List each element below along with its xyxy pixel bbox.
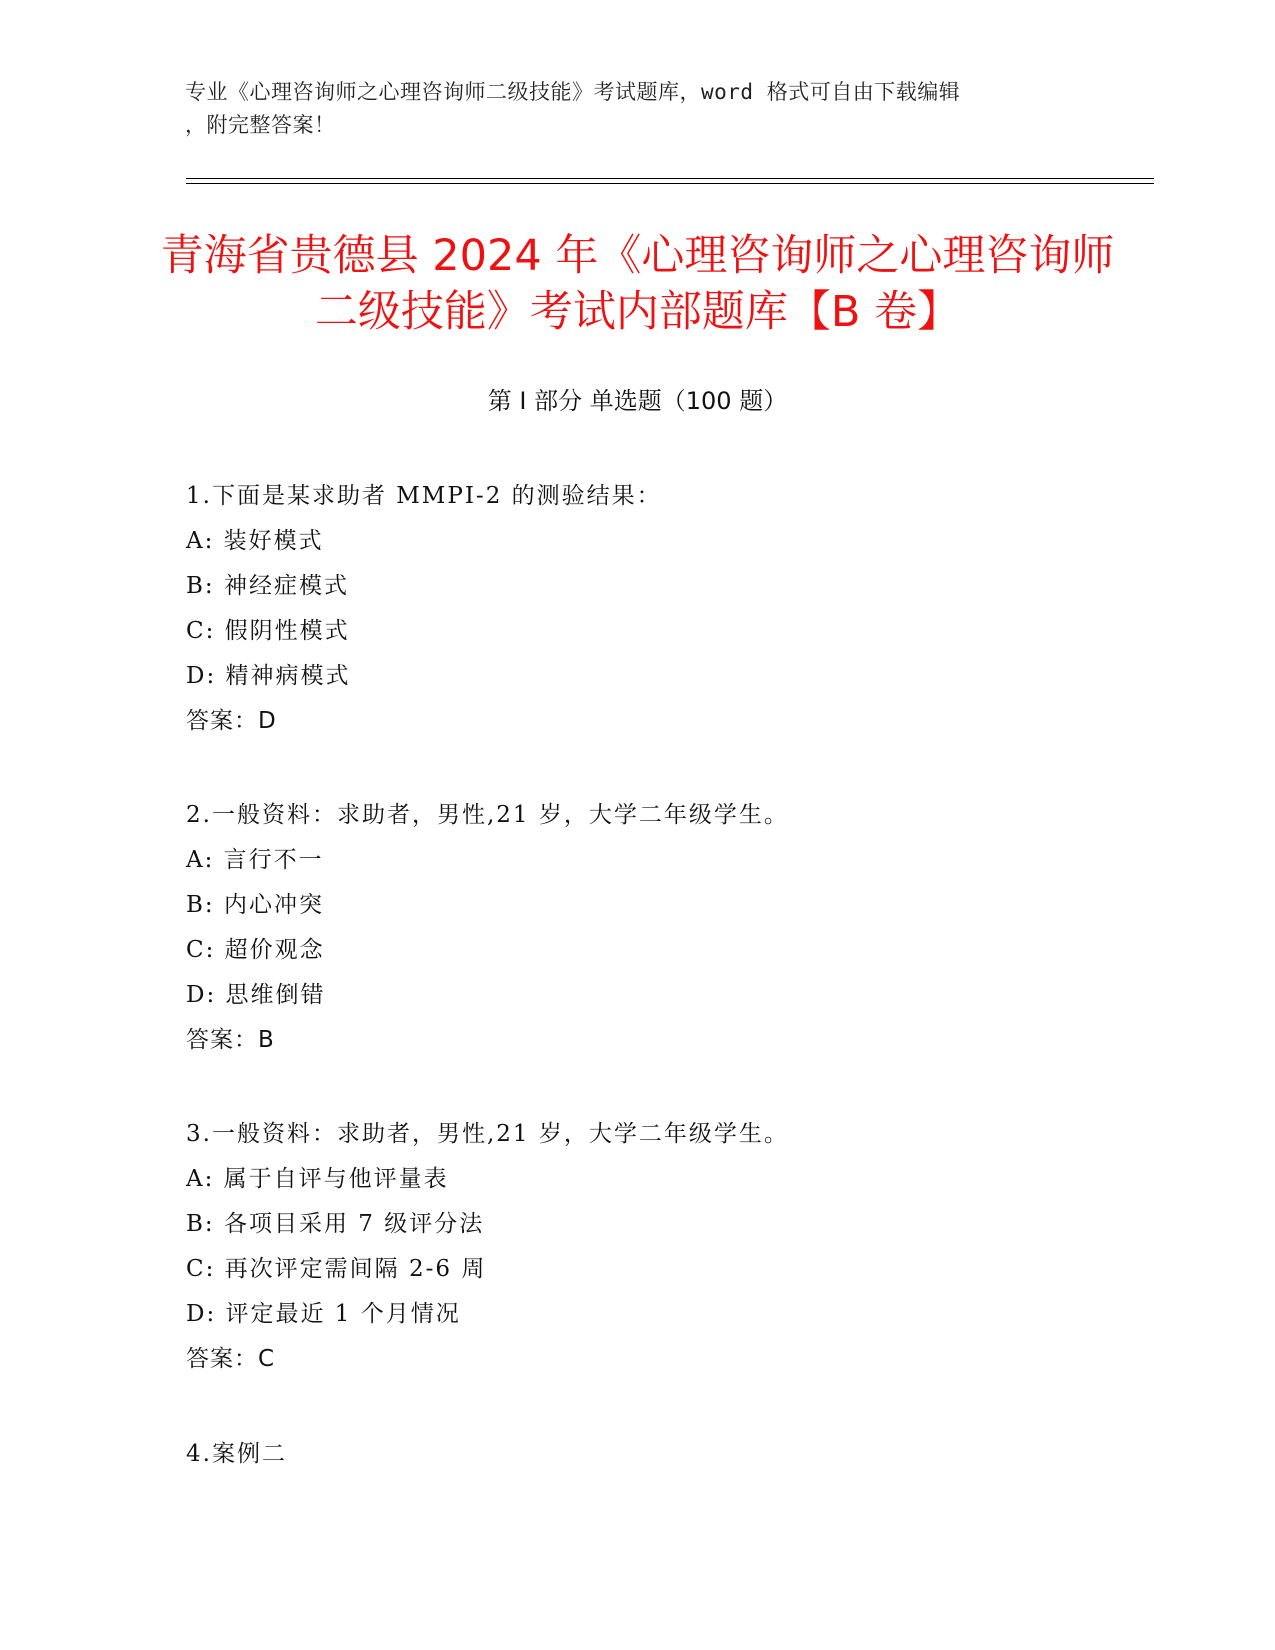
option-a: A: 属于自评与他评量表 [186,1166,449,1192]
option-c: C: 超价观念 [186,937,325,963]
header-note-line-2: ，附完整答案！ [185,113,336,137]
question-2 [186,793,1086,1063]
question-stem: 2.一般资料：求助者，男性,21 岁，大学二年级学生。 [186,802,789,828]
question-1 [186,474,1086,744]
question-stem: 4.案例二 [186,1441,287,1467]
option-d: D: 评定最近 1 个月情况 [186,1301,461,1327]
header-divider-top [186,178,1154,179]
question-stem: 3.一般资料：求助者，男性,21 岁，大学二年级学生。 [186,1121,789,1147]
header-note [185,76,1085,142]
document-title: 青海省贵德县 2024 年《心理咨询师之心理咨询师二级技能》考试内部题库【B 卷】 [160,231,1115,337]
section-heading: 第 I 部分 单选题（100 题） [487,387,788,415]
question-4 [186,1432,1086,1477]
option-b: B: 内心冲突 [186,892,324,918]
question-3 [186,1112,1086,1382]
option-a: A: 言行不一 [186,847,324,873]
header-note-line-1: 专业《心理咨询师之心理咨询师二级技能》考试题库，word 格式可自由下载编辑 [185,80,961,104]
header-divider-bottom [186,183,1154,184]
option-b: B: 各项目采用 7 级评分法 [186,1211,485,1237]
option-a: A: 装好模式 [186,528,324,554]
answer-line: 答案：C [186,1346,276,1372]
option-b: B: 神经症模式 [186,573,349,599]
option-c: C: 再次评定需间隔 2-6 周 [186,1256,487,1282]
option-c: C: 假阴性模式 [186,618,350,644]
option-d: D: 思维倒错 [186,982,326,1008]
answer-line: 答案：B [186,1027,275,1053]
option-d: D: 精神病模式 [186,663,351,689]
question-stem: 1.下面是某求助者 MMPI-2 的测验结果： [186,483,662,509]
answer-line: 答案：D [186,708,277,734]
